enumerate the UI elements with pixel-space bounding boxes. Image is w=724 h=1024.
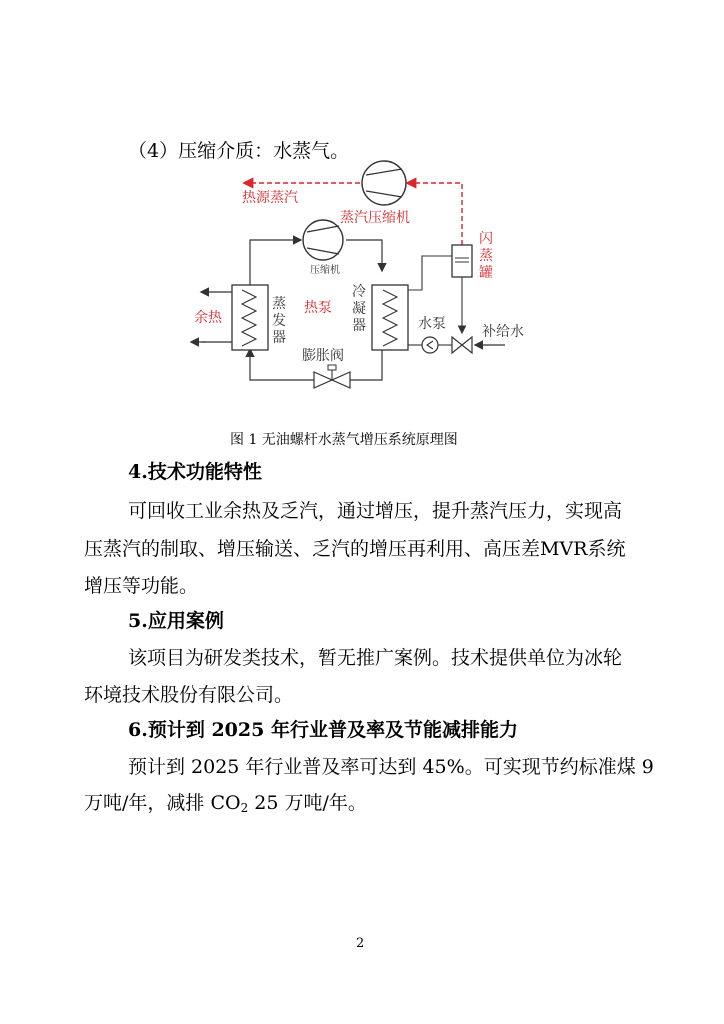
water-pump-icon bbox=[422, 337, 438, 353]
steam-loop-dashed bbox=[408, 183, 462, 245]
flash-tank-label bbox=[479, 230, 497, 281]
section-5-para-line-2: 环境技术股份有限公司。 bbox=[84, 684, 294, 706]
evaporator-char-2: 发 bbox=[272, 313, 286, 329]
pump-loop-top-right bbox=[346, 240, 382, 270]
section-4-para-line-1: 可回收工业余热及乏汽，通过增压，提升蒸汽压力，实现高 bbox=[128, 500, 623, 522]
condenser-to-flash-line bbox=[408, 256, 452, 290]
expansion-valve-label: 膨胀阀 bbox=[302, 348, 344, 364]
medium-line: （4）压缩介质：水蒸气。 bbox=[128, 140, 350, 162]
co2-text-suffix: 25 万吨/年。 bbox=[248, 792, 367, 814]
makeup-water-label: 补给水 bbox=[482, 324, 524, 340]
flash-tank-icon bbox=[452, 245, 472, 277]
evaporator-char-1: 蒸 bbox=[272, 296, 286, 312]
heat-source-steam-label: 热源蒸汽 bbox=[242, 190, 298, 206]
flash-tank-char-1: 闪 bbox=[479, 231, 493, 247]
section-5-para-line-1: 该项目为研发类技术，暂无推广案例。技术提供单位为冰轮 bbox=[128, 647, 623, 669]
flash-tank-char-3: 罐 bbox=[479, 265, 493, 281]
section-4-heading: 4.技术功能特性 bbox=[128, 461, 262, 483]
heat-pump-label: 热泵 bbox=[304, 300, 332, 316]
co2-text-prefix: 万吨/年，减排 CO bbox=[84, 792, 241, 814]
steam-compressor-label: 蒸汽压缩机 bbox=[340, 210, 410, 226]
section-5-heading: 5.应用案例 bbox=[128, 610, 224, 632]
makeup-valve-icon bbox=[452, 337, 472, 353]
condenser-icon bbox=[372, 285, 408, 350]
steam-compressor-icon bbox=[362, 161, 406, 205]
flash-tank-char-2: 蒸 bbox=[479, 248, 493, 264]
pump-loop-top bbox=[250, 240, 300, 285]
system-diagram bbox=[190, 160, 540, 400]
section-6-heading: 6.预计到 2025 年行业普及率及节能减排能力 bbox=[128, 719, 518, 741]
water-pump-label: 水泵 bbox=[418, 316, 446, 332]
condenser-char-1: 冷 bbox=[352, 284, 366, 300]
figure-caption: 图 1 无油螺杆水蒸气增压系统原理图 bbox=[230, 432, 458, 448]
condenser-char-2: 凝 bbox=[352, 301, 366, 317]
expansion-valve-icon bbox=[314, 365, 350, 388]
evaporator-icon bbox=[232, 285, 268, 350]
condenser-char-3: 器 bbox=[352, 318, 366, 334]
page-number: 2 bbox=[356, 936, 365, 951]
condenser-label bbox=[352, 284, 370, 334]
evaporator-label bbox=[272, 295, 290, 346]
waste-heat-label: 余热 bbox=[194, 310, 222, 326]
section-4-para-line-3: 增压等功能。 bbox=[84, 575, 199, 597]
section-6-para-line-1: 预计到 2025 年行业普及率可达到 45%。可实现节约标准煤 9 bbox=[128, 756, 654, 778]
compressor-label: 压缩机 bbox=[310, 265, 340, 276]
co2-subscript: 2 bbox=[240, 801, 249, 815]
section-4-para-line-2: 压蒸汽的制取、增压输送、乏汽的增压再利用、高压差MVR系统 bbox=[84, 538, 626, 560]
evaporator-char-3: 器 bbox=[272, 330, 286, 346]
section-6-para-line-2 bbox=[84, 791, 367, 820]
compressor-icon bbox=[303, 220, 343, 260]
